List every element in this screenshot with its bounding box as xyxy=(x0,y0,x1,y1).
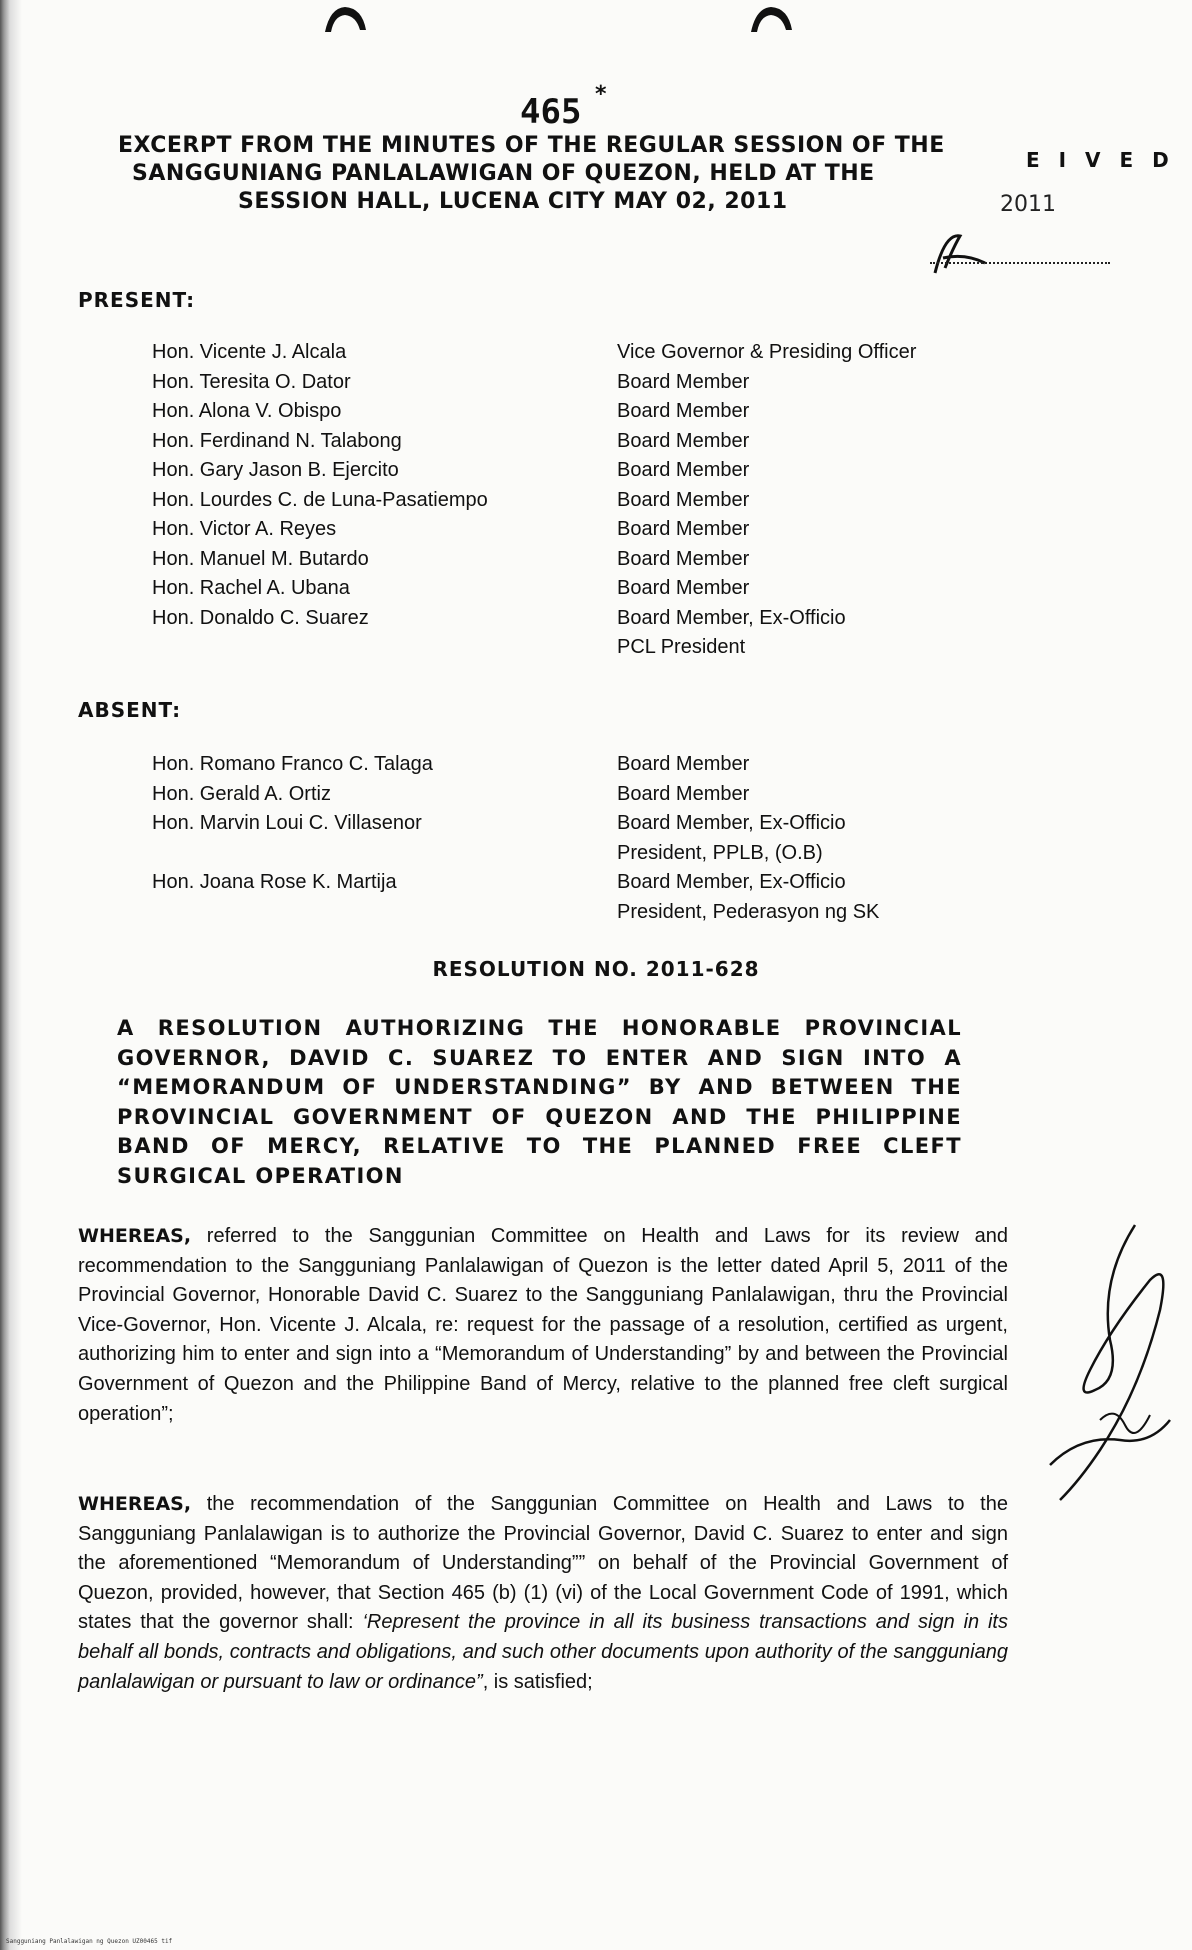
present-member-row xyxy=(152,456,1012,486)
whereas-lead-1: WHEREAS, xyxy=(78,1225,192,1247)
member-position: Board Member xyxy=(617,782,750,805)
member-name: Hon. Gerald A. Ortiz xyxy=(152,782,331,805)
member-position: Vice Governor & Presiding Officer xyxy=(617,341,917,363)
present-list xyxy=(152,338,1012,663)
signature-icon xyxy=(1040,1220,1190,1510)
member-name: Hon. Lourdes C. de Luna-Pasatiempo xyxy=(152,488,488,511)
header-line-1: EXCERPT FROM THE MINUTES OF THE REGULAR SESSION OF THE xyxy=(118,133,945,158)
present-member-row xyxy=(152,397,1012,427)
whereas-paragraph-2 xyxy=(78,1490,1008,1697)
member-name: Hon. Manuel M. Butardo xyxy=(152,547,369,570)
punch-hole-right-icon xyxy=(748,4,794,34)
lgc-quote: ‘Represent the province in all its business transactions and sign in its behalf all bonds, contracts and obligations, and such other documents upon authority of the sangguniang panlalawigan or pursuant to law or ordinance” xyxy=(78,1611,1008,1693)
member-position: Board Member xyxy=(617,429,750,452)
received-stamp: E I V E D xyxy=(1026,148,1175,172)
member-name: Hon. Gary Jason B. Ejercito xyxy=(152,459,399,481)
header-line-2: SANGGUNIANG PANLALAWIGAN OF QUEZON, HELD AT THE xyxy=(132,161,875,186)
resolution-number: RESOLUTION NO. 2011-628 xyxy=(432,957,760,981)
member-name: Hon. Rachel A. Ubana xyxy=(152,577,350,599)
member-name: Hon. Ferdinand N. Talabong xyxy=(152,429,402,452)
member-position: Board Member xyxy=(617,459,750,481)
member-name: Hon. Vicente J. Alcala xyxy=(152,341,347,363)
whereas-text-1: referred to the Sanggunian Committee on Health and Laws for its review and recommendation to the Sangguniang Panlalawigan of Quezon is the letter dated April 5, 2011 of the Provincial Governor, Honorable David C. Suarez to the Sangguniang Panlalawigan, thru the Provincial Vice-Governor, Hon. Vicente J. Alcala, re: request for the passage of a resolution, certified as urgent, authorizing him to enter and sign into a “Memorandum of Understanding” by and between the Provincial Government of Quezon and the Philippine Band of Mercy, relative to the planned free cleft surgical operation”; xyxy=(78,1225,1008,1425)
member-name: Hon. Marvin Loui C. Villasenor xyxy=(152,812,422,834)
absent-member-row xyxy=(152,750,1012,780)
absent-label: ABSENT: xyxy=(78,698,182,722)
member-position: Board Member xyxy=(617,400,750,422)
present-member-row xyxy=(152,486,1012,516)
present-label: PRESENT: xyxy=(78,288,196,312)
resolution-title: A RESOLUTION AUTHORIZING THE HONORABLE PROVINCIAL GOVERNOR, DAVID C. SUAREZ TO ENTER AND SIGN INTO A “MEMORANDUM OF UNDERSTANDING” BY AND BETWEEN THE PROVINCIAL GOVERNMENT OF QUEZON AND THE PHILIPPINE BAND OF MERCY, RELATIVE TO THE PLANNED FREE CLEFT SURGICAL OPERATION xyxy=(117,1016,962,1188)
present-member-row xyxy=(152,338,1012,368)
member-position: Board Member, Ex-Officio xyxy=(617,871,846,893)
present-member-row xyxy=(152,574,1012,604)
header-line-3: SESSION HALL, LUCENA CITY MAY 02, 2011 xyxy=(238,189,788,214)
absent-member-row xyxy=(152,898,1012,928)
member-position: PCL President xyxy=(617,636,746,658)
whereas-text-2: the recommendation of the Sanggunian Committee on Health and Laws to the Sangguniang Panlalawigan is to authorize the Provincial Governor, David C. Suarez to enter and sign the aforementioned “Memorandum of Understanding”” on behalf of the Provincial Government of Quezon, provided, however, that Section 465 (b) (1) (vi) of the Local Government Code of 1991, which states that the governor shall: xyxy=(78,1493,1008,1634)
member-position: President, PPLB, (O.B) xyxy=(617,841,823,864)
member-position: Board Member xyxy=(617,547,750,570)
member-position: Board Member, Ex-Officio xyxy=(617,812,846,834)
whereas-tail-2: , is satisfied; xyxy=(482,1670,593,1693)
member-name: Hon. Victor A. Reyes xyxy=(152,518,337,540)
scan-footer: Sangguniang Panlalawigan ng Quezon UZ00465 tif xyxy=(6,1938,173,1945)
present-member-row xyxy=(152,427,1012,457)
member-name: Hon. Teresita O. Dator xyxy=(152,370,351,393)
member-position: Board Member, Ex-Officio xyxy=(617,606,846,629)
member-position: Board Member xyxy=(617,577,750,599)
absent-member-row xyxy=(152,780,1012,810)
member-position: President, Pederasyon ng SK xyxy=(617,900,880,923)
present-member-row xyxy=(152,515,1012,545)
member-name: Hon. Romano Franco C. Talaga xyxy=(152,753,433,775)
stamp-dotted-line xyxy=(930,262,1110,264)
whereas-lead-2: WHEREAS, xyxy=(78,1493,192,1515)
member-name xyxy=(152,839,617,869)
whereas-paragraph-1 xyxy=(78,1222,1008,1429)
absent-member-row xyxy=(152,809,1012,839)
member-position: Board Member xyxy=(617,753,750,775)
member-name: Hon. Donaldo C. Suarez xyxy=(152,606,369,629)
present-member-row xyxy=(152,368,1012,398)
minutes-header xyxy=(118,132,978,216)
member-name: Hon. Joana Rose K. Martija xyxy=(152,871,397,893)
stamp-initial-icon xyxy=(915,228,995,278)
page-number-mark: * xyxy=(595,82,607,107)
member-name: Hon. Alona V. Obispo xyxy=(152,400,342,422)
present-member-row xyxy=(152,604,1012,634)
absent-member-row xyxy=(152,839,1012,869)
punch-hole-left-icon xyxy=(322,4,368,34)
present-member-row xyxy=(152,633,1012,663)
absent-list xyxy=(152,750,1012,927)
page-number: 465 xyxy=(520,92,582,132)
received-stamp-date: 2011 xyxy=(1000,192,1056,217)
absent-member-row xyxy=(152,868,1012,898)
member-position: Board Member xyxy=(617,370,750,393)
member-position: Board Member xyxy=(617,518,750,540)
member-position: Board Member xyxy=(617,488,750,511)
present-member-row xyxy=(152,545,1012,575)
member-name xyxy=(152,633,617,663)
member-name xyxy=(152,898,617,928)
